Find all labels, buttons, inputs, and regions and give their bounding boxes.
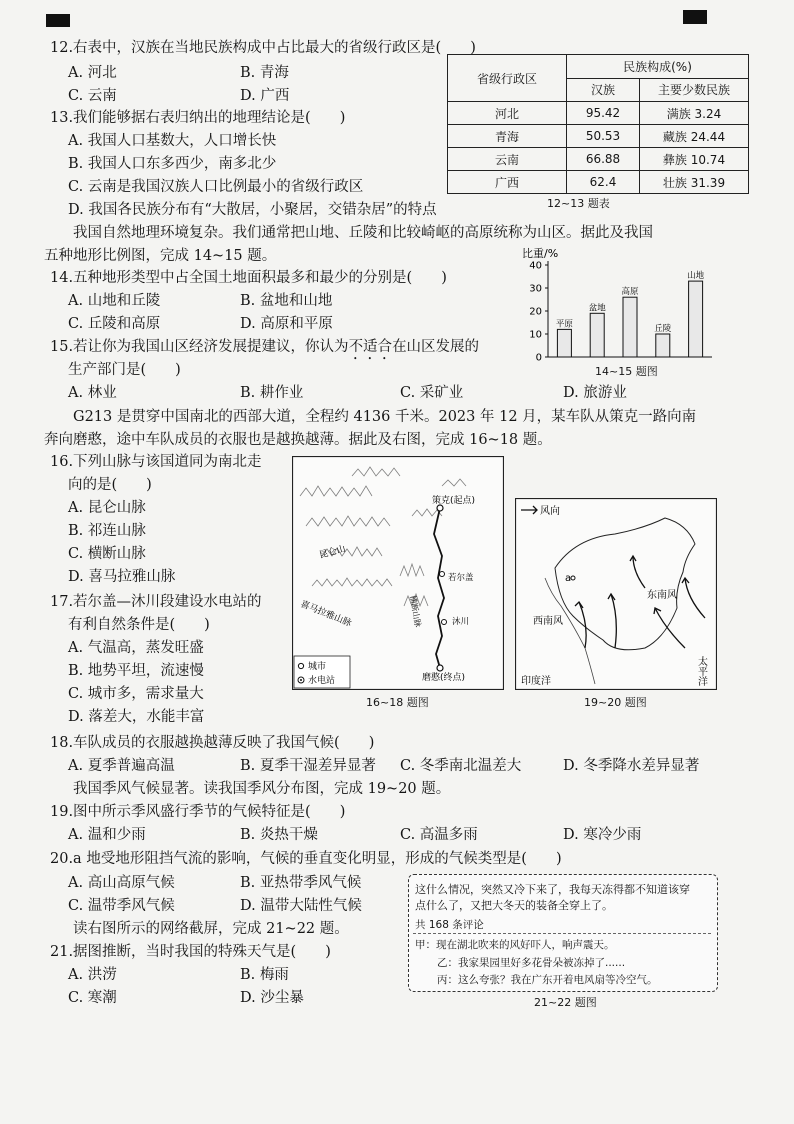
social-post-box xyxy=(408,874,718,992)
q19-option-d[interactable]: D. 寒冷少雨 xyxy=(563,827,642,843)
q17-option-a[interactable]: A. 气温高，蒸发旺盛 xyxy=(68,640,204,656)
q17-option-d[interactable]: D. 落差大，水能丰富 xyxy=(68,709,205,725)
q16-option-d[interactable]: D. 喜马拉雅山脉 xyxy=(68,569,176,585)
q14-option-b[interactable]: B. 盆地和山地 xyxy=(240,293,333,309)
ethnic-table xyxy=(447,54,749,194)
q19-option-c[interactable]: C. 高温多雨 xyxy=(400,827,478,843)
registration-mark-left xyxy=(46,14,70,27)
map1-end-label: 磨憨(终点) xyxy=(422,673,466,683)
table-cell-region: 云南 xyxy=(448,148,567,171)
q19-option-b[interactable]: B. 炎热干燥 xyxy=(240,827,318,843)
q12-option-c[interactable]: C. 云南 xyxy=(68,88,117,104)
comment-count[interactable]: 共 168 条评论 xyxy=(415,919,484,931)
chart-ylabel: 比重/% xyxy=(522,247,559,260)
q12-option-a[interactable]: A. 河北 xyxy=(68,65,117,81)
table-caption: 12~13 题表 xyxy=(547,197,610,210)
q12-stem: 12.右表中，汉族在当地民族构成中占比最大的省级行政区是( ) xyxy=(50,40,476,56)
q20-stem: 20.a 地受地形阻挡气流的影响，气候的垂直变化明显，形成的气候类型是( ) xyxy=(50,851,562,867)
chart-y-tick-label: 40 xyxy=(529,260,542,272)
q15-emphasis: 不适合 xyxy=(348,339,393,355)
q16-stem-line1: 16.下列山脉与该国道同为南北走 xyxy=(50,454,262,470)
legend-city-label: 城市 xyxy=(308,662,327,672)
q16-option-b[interactable]: B. 祁连山脉 xyxy=(68,523,146,539)
chart-bar xyxy=(656,334,670,357)
table-row xyxy=(448,102,749,125)
intro-16-line2: 奔向磨憨，途中车队成员的衣服也是越换越薄。据此及右图，完成 16~18 题。 xyxy=(44,432,552,448)
intro-19: 我国季风气候显著。读我国季风分布图，完成 19~20 题。 xyxy=(44,781,451,797)
q18-option-a[interactable]: A. 夏季普遍高温 xyxy=(68,758,175,774)
legend-hydro-label: 水电站 xyxy=(308,676,336,686)
map2-southeast-label: 东南风 xyxy=(647,590,677,601)
table-header-composition: 民族构成(%) xyxy=(567,55,749,79)
q14-option-c[interactable]: C. 丘陵和高原 xyxy=(68,316,161,332)
chart-y-tick-label: 0 xyxy=(535,352,542,364)
chart-bar-label: 平原 xyxy=(555,319,573,330)
post-caption: 21~22 题图 xyxy=(534,996,597,1009)
q15-option-c[interactable]: C. 采矿业 xyxy=(400,385,464,401)
table-row xyxy=(448,171,749,194)
q16-stem-line2: 向的是( ) xyxy=(68,477,152,493)
city-legend-icon xyxy=(298,663,303,668)
q13-option-c[interactable]: C. 云南是我国汉族人口比例最小的省级行政区 xyxy=(68,179,364,195)
chart-bar xyxy=(689,281,703,357)
q18-option-c[interactable]: C. 冬季南北温差大 xyxy=(400,758,522,774)
q14-option-a[interactable]: A. 山地和丘陵 xyxy=(68,293,161,309)
q19-stem: 19.图中所示季风盛行季节的气候特征是( ) xyxy=(50,804,346,820)
map1-kunlun-label: 昆仑山 xyxy=(318,544,347,561)
q12-option-d[interactable]: D. 广西 xyxy=(240,88,290,104)
table-cell-han: 62.4 xyxy=(567,171,640,194)
comment-yi: 乙：我家果园里好多花骨朵被冻掉了...... xyxy=(437,957,626,969)
comment-jia: 甲：现在湖北吹来的风好吓人，响声震天。 xyxy=(415,939,615,951)
intro-21: 读右图所示的网络截屏，完成 21~22 题。 xyxy=(44,921,349,937)
map1-start-label: 策克(起点) xyxy=(432,496,476,506)
g213-route-map xyxy=(292,456,504,690)
q17-stem-line2: 有利自然条件是( ) xyxy=(68,617,210,633)
intro-14-line2: 五种地形比例图，完成 14~15 题。 xyxy=(44,248,277,264)
q13-stem: 13.我们能够据右表归纳出的地理结论是( ) xyxy=(50,110,346,126)
q19-option-a[interactable]: A. 温和少雨 xyxy=(68,827,146,843)
table-cell-minority: 藏族 24.44 xyxy=(640,125,749,148)
table-cell-region: 广西 xyxy=(448,171,567,194)
table-cell-region: 青海 xyxy=(448,125,567,148)
chart-y-tick-label: 20 xyxy=(529,306,542,318)
q15-stem-line2: 生产部门是( ) xyxy=(68,362,181,378)
q16-option-a[interactable]: A. 昆仑山脉 xyxy=(68,500,146,516)
q15-option-b[interactable]: B. 耕作业 xyxy=(240,385,304,401)
chart-y-tick-label: 30 xyxy=(529,283,542,295)
table-header-minority: 主要少数民族 xyxy=(640,78,749,102)
chart-bar xyxy=(623,297,637,357)
q18-option-d[interactable]: D. 冬季降水差异显著 xyxy=(563,758,700,774)
map1-ruoergai-label: 若尔盖 xyxy=(448,573,474,583)
q12-option-b[interactable]: B. 青海 xyxy=(240,65,289,81)
q17-stem-line1: 17.若尔盖—沐川段建设水电站的 xyxy=(50,594,262,610)
q20-option-d[interactable]: D. 温带大陆性气候 xyxy=(240,898,362,914)
map2-indian-ocean-label: 印度洋 xyxy=(521,676,551,687)
q15-stem-part2: 在山区发展的 xyxy=(392,339,480,355)
terrain-bar-chart xyxy=(518,247,718,365)
table-cell-han: 50.53 xyxy=(567,125,640,148)
map1-himalaya-label: 喜马拉雅山脉 xyxy=(298,599,353,630)
q13-option-a[interactable]: A. 我国人口基数大，人口增长快 xyxy=(68,133,277,149)
chart-bar xyxy=(590,313,604,357)
post-text-line2: 点什么了，又把大冬天的装备全穿上了。 xyxy=(415,899,613,912)
intro-14-line1: 我国自然地理环境复杂。我们通常把山地、丘陵和比较崎岖的高原统称为山区。据此及我国 xyxy=(44,225,653,241)
table-cell-minority: 彝族 10.74 xyxy=(640,148,749,171)
map1-hengduan-label: 横断山脉 xyxy=(408,594,423,628)
chart-bar-label: 盆地 xyxy=(588,303,606,314)
q21-stem: 21.据图推断，当时我国的特殊天气是( ) xyxy=(50,944,331,960)
comment-bing: 丙：这么夸张？我在广东开着电风扇等冷空气。 xyxy=(437,974,658,986)
q14-stem: 14.五种地形类型中占全国土地面积最多和最少的分别是( ) xyxy=(50,270,447,286)
table-header-han: 汉族 xyxy=(567,78,640,102)
q13-option-d[interactable]: D. 我国各民族分布有“大散居，小聚居，交错杂居”的特点 xyxy=(68,202,437,218)
q17-option-c[interactable]: C. 城市多，需求量大 xyxy=(68,686,204,702)
q16-option-c[interactable]: C. 横断山脉 xyxy=(68,546,146,562)
map2-southwest-label: 西南风 xyxy=(533,616,563,627)
q20-option-c[interactable]: C. 温带季风气候 xyxy=(68,898,175,914)
q21-option-d[interactable]: D. 沙尘暴 xyxy=(240,990,304,1006)
post-text-line1: 这什么情况，突然又冷下来了，我每天冻得都不知道该穿 xyxy=(415,883,690,896)
map2-pacific-label: 太平洋 xyxy=(695,656,707,686)
table-row xyxy=(448,125,749,148)
q14-option-d[interactable]: D. 高原和平原 xyxy=(240,316,333,332)
q15-option-d[interactable]: D. 旅游业 xyxy=(563,385,627,401)
comment-divider xyxy=(413,933,711,934)
q20-option-a[interactable]: A. 高山高原气候 xyxy=(68,875,175,891)
chart-bar xyxy=(557,329,571,357)
intro-16-line1: G213 是贯穿中国南北的西部大道，全程约 4136 千米。2023 年 12 月，某车队从策克一路向南 xyxy=(44,409,697,425)
table-cell-region: 河北 xyxy=(448,102,567,125)
chart-y-tick-label: 10 xyxy=(529,329,542,341)
wind-arrow-icon xyxy=(521,506,537,514)
q15-option-a[interactable]: A. 林业 xyxy=(68,385,117,401)
q17-option-b[interactable]: B. 地势平坦，流速慢 xyxy=(68,663,204,679)
q15-stem-part1: 15.若让你为我国山区经济发展提建议，你认为 xyxy=(50,339,349,355)
table-cell-minority: 壮族 31.39 xyxy=(640,171,749,194)
q18-stem: 18.车队成员的衣服越换越薄反映了我国气候( ) xyxy=(50,735,375,751)
map2-point-a: a xyxy=(565,573,572,584)
q13-option-b[interactable]: B. 我国人口东多西少，南多北少 xyxy=(68,156,277,172)
ethnic-table-wrap xyxy=(447,54,749,194)
q21-option-a[interactable]: A. 洪涝 xyxy=(68,967,117,983)
chart-bar-label: 丘陵 xyxy=(654,324,672,334)
legend-wind-label: 风向 xyxy=(540,506,560,517)
registration-mark-right xyxy=(683,10,707,24)
q21-option-b[interactable]: B. 梅雨 xyxy=(240,967,289,983)
monsoon-map xyxy=(515,498,717,690)
q18-option-b[interactable]: B. 夏季干湿差异显著 xyxy=(240,758,376,774)
table-header-region: 省级行政区 xyxy=(448,55,567,102)
table-cell-han: 66.88 xyxy=(567,148,640,171)
map1-caption: 16~18 题图 xyxy=(366,696,429,709)
q20-option-b[interactable]: B. 亚热带季风气候 xyxy=(240,875,362,891)
table-row xyxy=(448,148,749,171)
q21-option-c[interactable]: C. 寒潮 xyxy=(68,990,117,1006)
chart-bar-label: 山地 xyxy=(687,271,705,282)
map1-muchuan-label: 沐川 xyxy=(452,617,470,627)
table-cell-han: 95.42 xyxy=(567,102,640,125)
map2-caption: 19~20 题图 xyxy=(584,696,647,709)
chart-caption: 14~15 题图 xyxy=(595,365,658,378)
table-cell-minority: 满族 3.24 xyxy=(640,102,749,125)
chart-bar-label: 高原 xyxy=(621,287,639,298)
